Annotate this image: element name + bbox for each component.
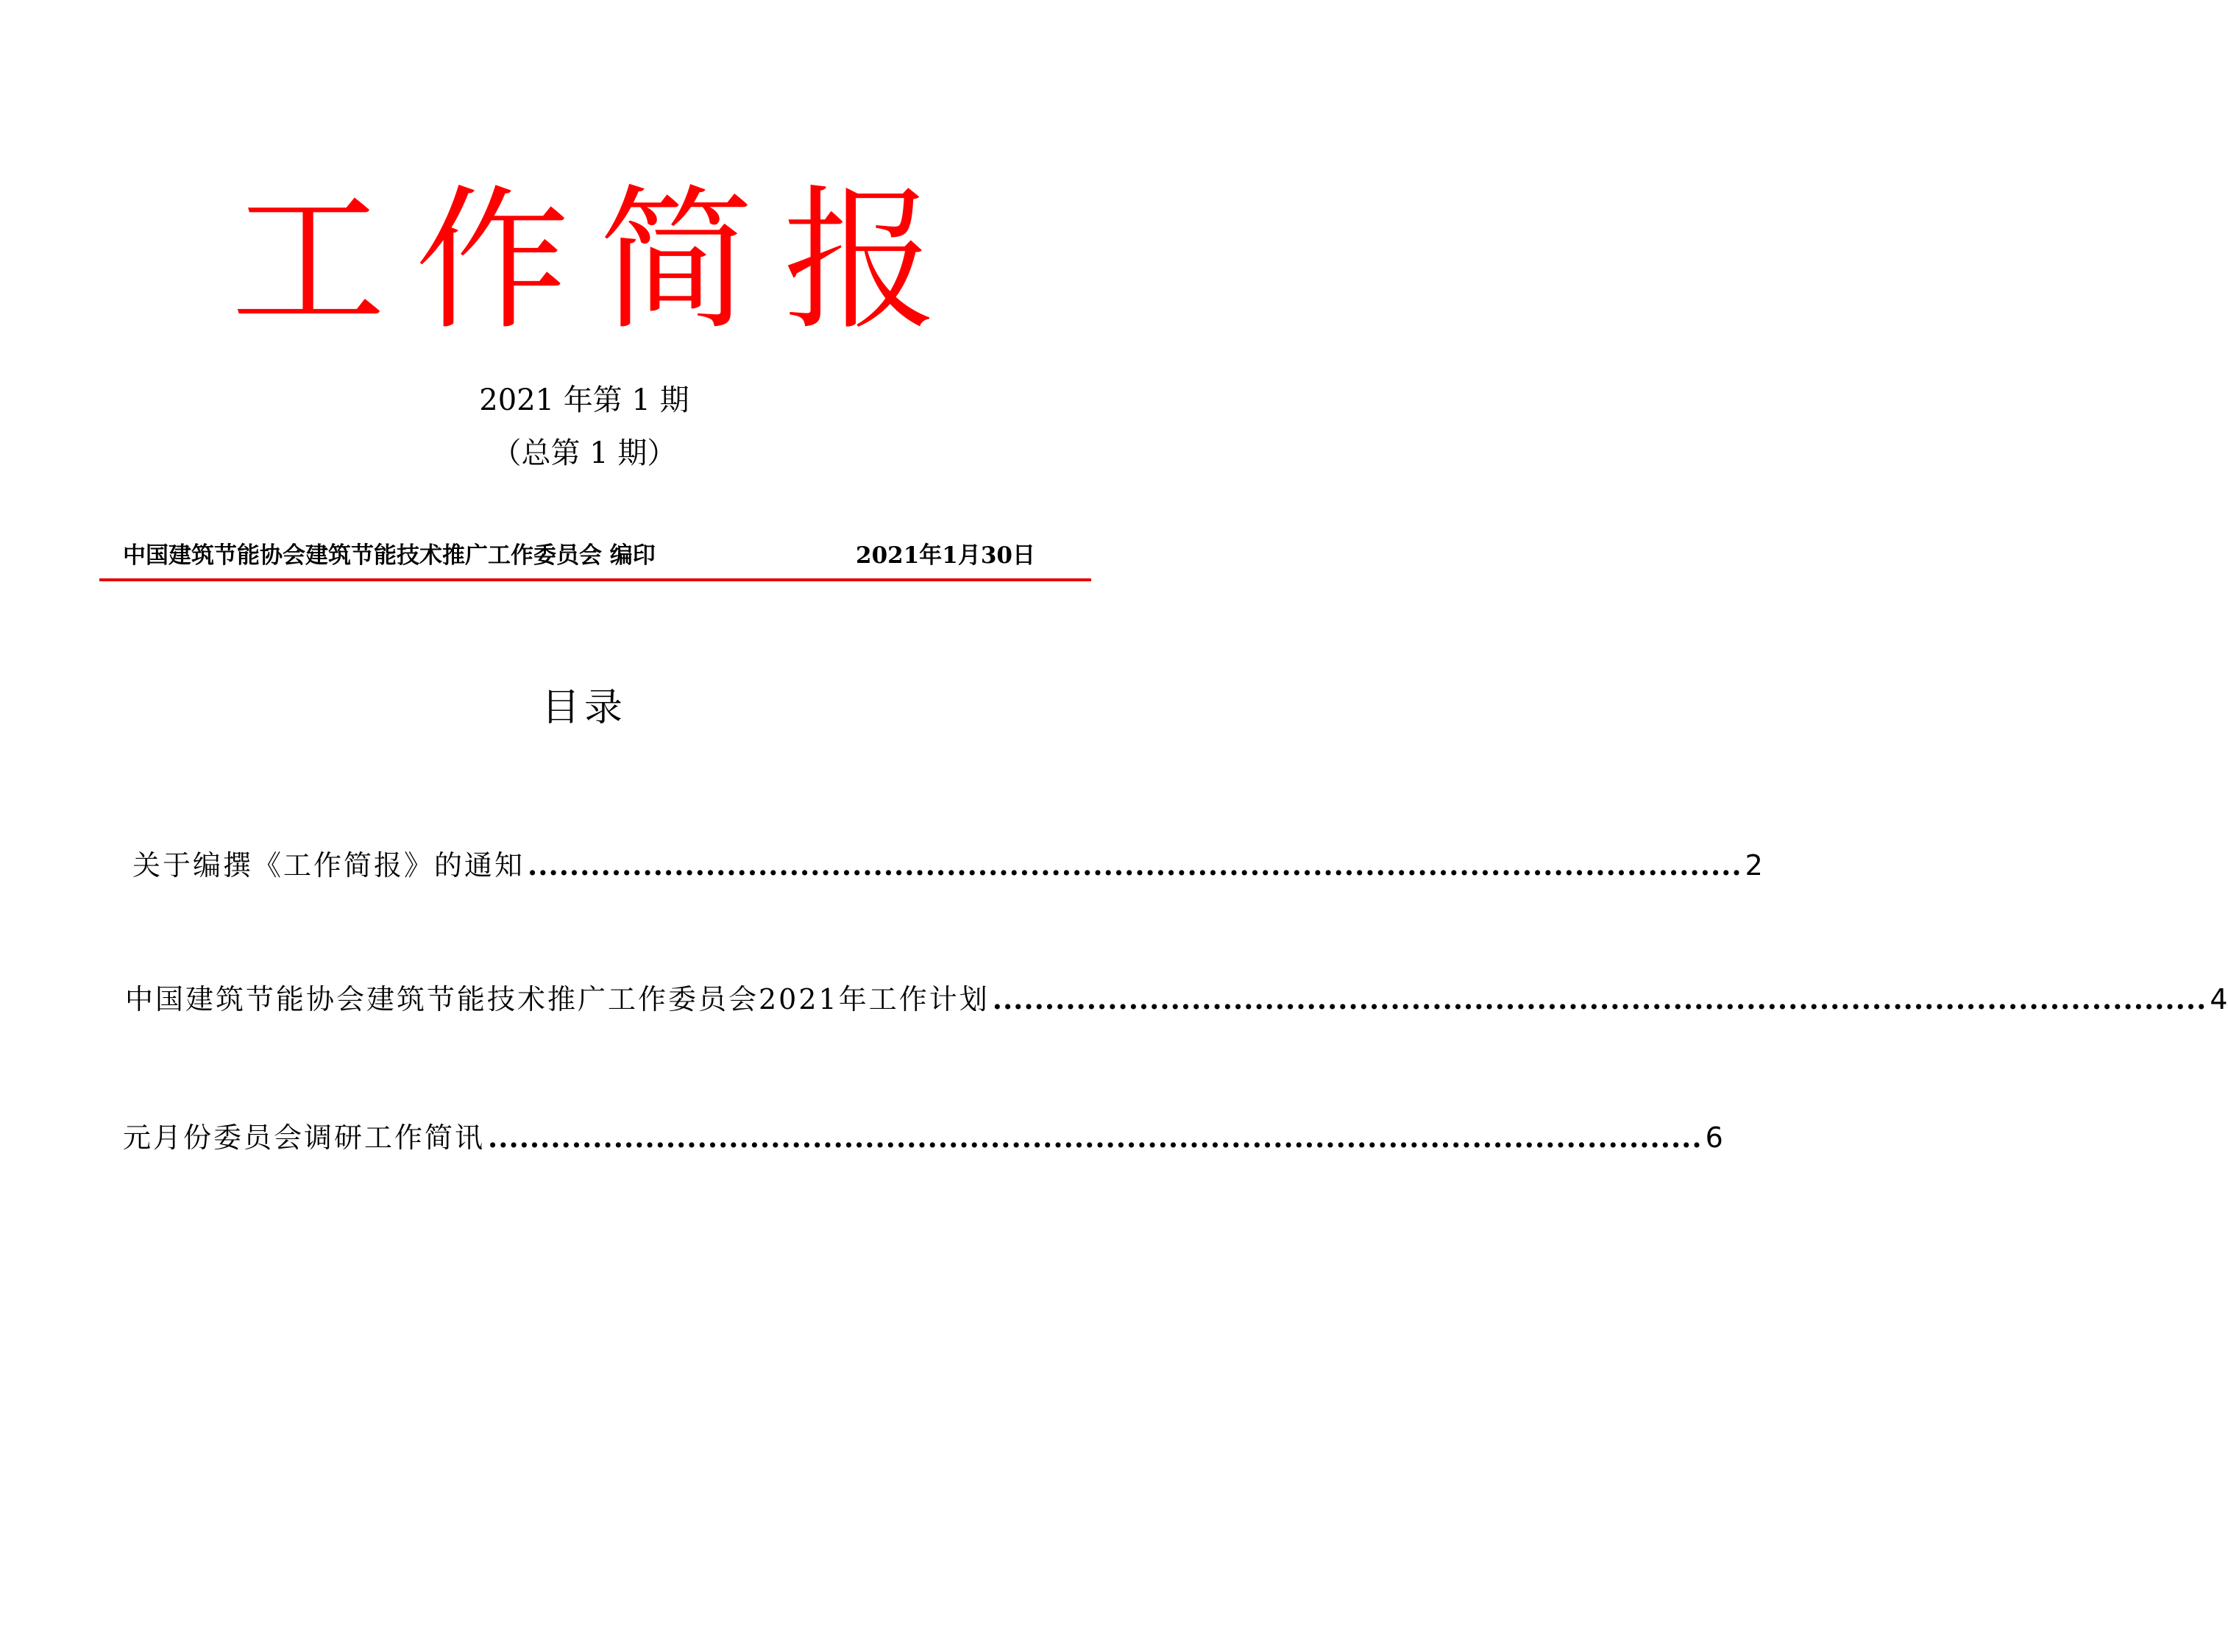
toc-entry-title: 元月份委员会调研工作简讯	[123, 1121, 486, 1154]
toc-entry[interactable]	[132, 845, 1763, 886]
masthead-title: 工作简报	[230, 171, 967, 351]
publisher: 中国建筑节能协会建筑节能技术推广工作委员会 编印	[123, 542, 656, 569]
toc-entry-page: 6	[1705, 1121, 1723, 1154]
toc-entry[interactable]	[123, 1117, 1723, 1158]
toc-leader: ....................................................................................................................	[992, 982, 2207, 1015]
toc-entry-title: 关于编撰《工作简报》的通知	[132, 849, 525, 882]
toc-entry-title: 中国建筑节能协会建筑节能技术推广工作委员会2021年工作计划	[125, 983, 990, 1015]
publish-date: 2021年1月30日	[856, 542, 1035, 569]
red-divider	[99, 578, 1091, 581]
issue-number: 2021 年第 1 期	[479, 383, 689, 417]
toc-entry[interactable]	[125, 979, 2228, 1020]
publisher-row	[123, 537, 1035, 574]
toc-title: 目录	[541, 686, 627, 730]
toc-entry-page: 4	[2210, 983, 2228, 1015]
toc-entry-page: 2	[1745, 849, 1763, 882]
issue-total: （总第 1 期）	[492, 436, 677, 470]
toc-leader: ....................................................................................................................	[528, 848, 1742, 882]
toc-leader: ....................................................................................................................	[488, 1121, 1703, 1154]
